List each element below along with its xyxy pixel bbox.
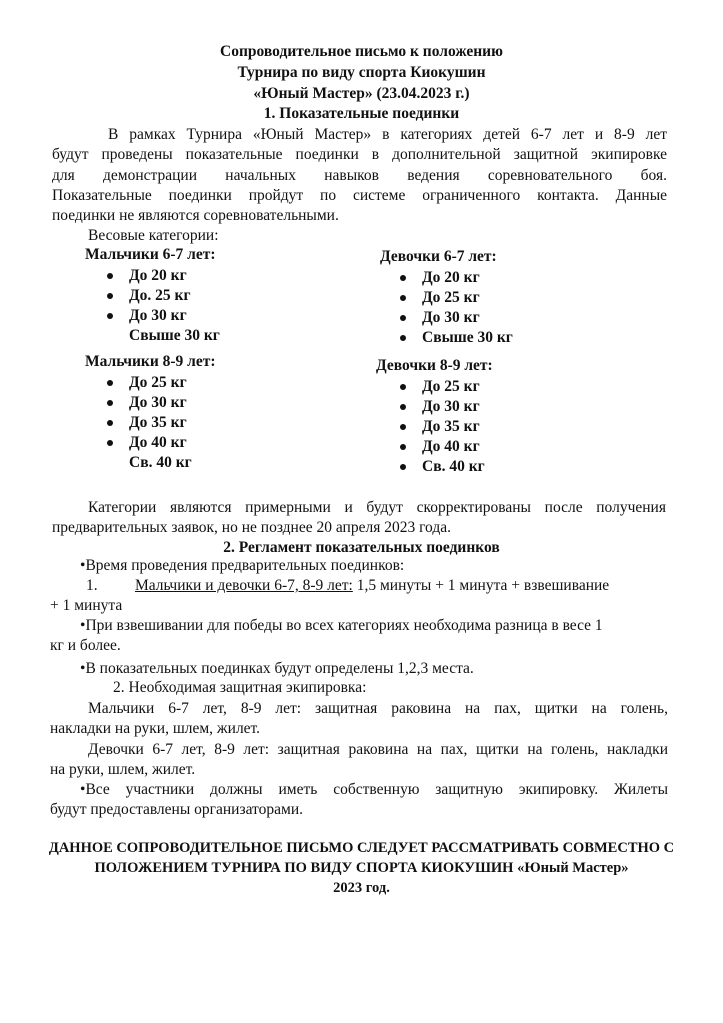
group-boys-6-7-list — [105, 266, 220, 346]
own-equip-line-2: будут предоставлены организаторами. — [50, 801, 303, 818]
bullet-icon: • — [80, 557, 86, 574]
intro-line-4: Показательные поединки пройдут по системе ограниченного контакта. Данные — [52, 187, 667, 204]
item1-cont: + 1 минута — [50, 597, 123, 614]
bullet-icon: • — [80, 617, 86, 634]
boys-equip-line-2: накладки на руки, шлем, жилет. — [50, 720, 261, 737]
weigh-line-2: кг и более. — [50, 637, 121, 654]
item1-number: 1. — [86, 577, 98, 594]
list-item: До 40 кг — [398, 437, 485, 457]
footer-line-1: ДАННОЕ СОПРОВОДИТЕЛЬНОЕ ПИСЬМО СЛЕДУЕТ РАССМАТРИВАТЬ СОВМЕСТНО С — [48, 840, 675, 856]
item1-line — [135, 576, 609, 596]
time-label: •Время проведения предварительных поединков: — [80, 557, 405, 574]
intro-line-5: поединки не являются соревновательными. — [52, 207, 339, 224]
doc-title-line3: «Юный Мастер» (23.04.2023 г.) — [253, 85, 470, 102]
footer-line-2: ПОЛОЖЕНИЕМ ТУРНИРА ПО ВИДУ СПОРТА КИОКУШИН «Юный Мастер» — [94, 860, 629, 876]
list-item: До 25 кг — [398, 288, 513, 308]
list-item: До 30 кг — [398, 308, 513, 328]
group-girls-6-7-title: Девочки 6-7 лет: — [380, 248, 497, 265]
footer-line-3: 2023 год. — [333, 880, 390, 896]
item2-line: 2. Необходимая защитная экипировка: — [113, 679, 367, 696]
list-item: До 30 кг — [398, 397, 485, 417]
weigh-line-1: •При взвешивании для победы во всех категориях необходима разница в весе 1 — [80, 617, 603, 634]
group-boys-8-9-title: Мальчики 8-9 лет: — [85, 353, 216, 370]
group-girls-8-9-list — [398, 377, 485, 477]
bullet-icon: • — [80, 781, 86, 798]
girls-equip-line-1: Девочки 6-7 лет, 8-9 лет: защитная раковина на пах, щитки на голень, накладки — [88, 741, 668, 758]
weight-categories-label: Весовые категории: — [88, 227, 219, 244]
list-item: До 25 кг — [398, 377, 485, 397]
doc-title-line2: Турнира по виду спорта Киокушин — [237, 64, 486, 81]
list-item: До 25 кг — [105, 373, 192, 393]
item1-label: Мальчики и девочки 6-7, 8-9 лет: — [135, 577, 353, 594]
group-boys-6-7-title: Мальчики 6-7 лет: — [85, 246, 216, 263]
list-item: До 40 кг — [105, 433, 192, 453]
item1-text: 1,5 минуты + 1 минута + взвешивание — [352, 577, 610, 594]
list-item: Свыше 30 кг — [129, 327, 220, 344]
list-item: До 20 кг — [105, 266, 220, 286]
list-item: До. 25 кг — [105, 286, 220, 306]
intro-line-1: В рамках Турнира «Юный Мастер» в категориях детей 6-7 лет и 8-9 лет — [108, 126, 667, 143]
list-item: Св. 40 кг — [129, 454, 192, 471]
intro-line-2: будут проведены показательные поединки в дополнительной защитной экипировке — [52, 146, 667, 163]
list-item: Свыше 30 кг — [398, 328, 513, 348]
doc-title-line1: Сопроводительное письмо к положению — [220, 43, 503, 60]
boys-equip-line-1: Мальчики 6-7 лет, 8-9 лет: защитная раковина на пах, щитки на голень, — [88, 700, 668, 717]
list-item: До 30 кг — [105, 393, 192, 413]
section1-title: 1. Показательные поединки — [263, 105, 460, 122]
list-item: Св. 40 кг — [398, 457, 485, 477]
list-item: До 20 кг — [398, 268, 513, 288]
section2-title: 2. Регламент показательных поединков — [223, 539, 500, 556]
list-item: До 35 кг — [398, 417, 485, 437]
places-line: •В показательных поединках будут определены 1,2,3 места. — [80, 660, 474, 677]
group-girls-6-7-list — [398, 268, 513, 348]
girls-equip-line-2: на руки, шлем, жилет. — [50, 761, 196, 778]
intro-line-3: для демонстрации начальных навыков ведения соревновательного боя. — [52, 167, 667, 184]
bullet-icon: • — [80, 660, 86, 677]
group-boys-8-9-list — [105, 373, 192, 473]
group-girls-8-9-title: Девочки 8-9 лет: — [376, 357, 493, 374]
note-line-2: предварительных заявок, но не позднее 20 апреля 2023 года. — [52, 519, 451, 536]
own-equip-line-1: •Все участники должны иметь собственную защитную экипировку. Жилеты — [80, 781, 668, 798]
note-line-1: Категории являются примерными и будут скорректированы после получения — [88, 499, 666, 516]
list-item: До 30 кг — [105, 306, 220, 326]
list-item: До 35 кг — [105, 413, 192, 433]
